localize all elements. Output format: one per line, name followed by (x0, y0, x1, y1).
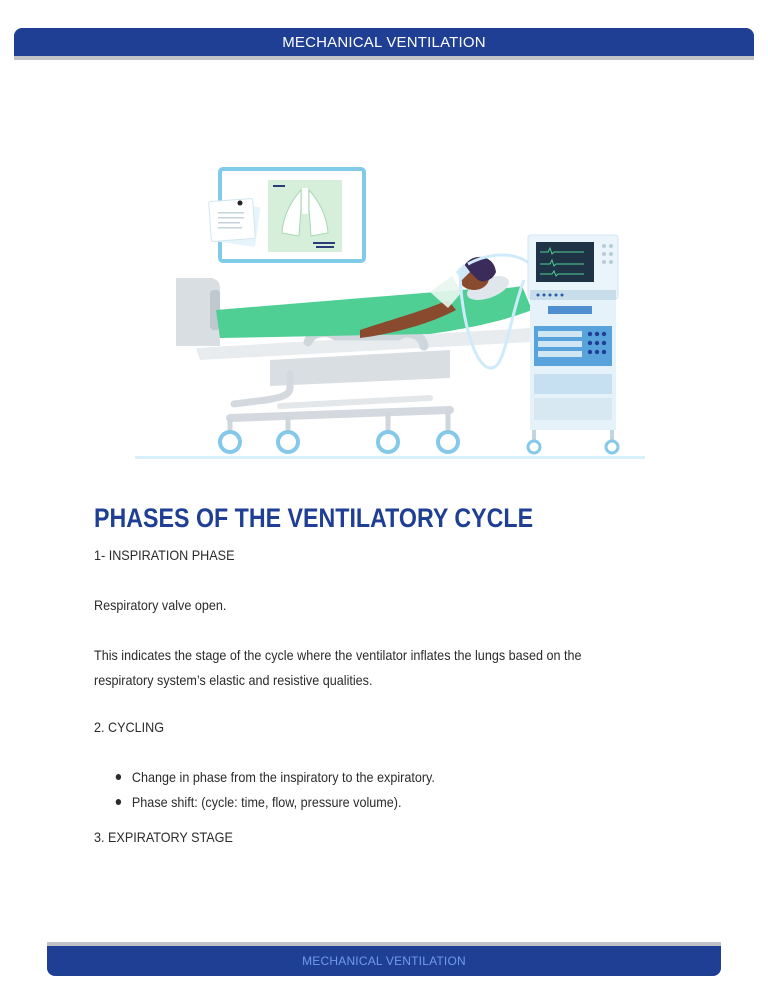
phase1-valve-text: Respiratory valve open. (94, 597, 227, 613)
list-item: Phase shift: (cycle: time, flow, pressure volume). (113, 791, 435, 816)
section-title: PHASES OF THE VENTILATORY CYCLE (94, 503, 534, 533)
header-bar (14, 28, 754, 60)
list-item: Change in phase from the inspiratory to the expiratory. (113, 766, 435, 791)
phase2-heading: 2. CYCLING (94, 719, 165, 735)
floor-line (135, 456, 645, 459)
ventilator-machine-icon (528, 235, 618, 453)
cycling-bullet-list (113, 766, 435, 816)
phase3-heading: 3. EXPIRATORY STAGE (94, 829, 233, 845)
footer-title: MECHANICAL VENTILATION (302, 954, 466, 968)
footer-bar (47, 942, 721, 976)
phase1-heading: 1- INSPIRATION PHASE (94, 547, 235, 563)
phase1-description: This indicates the stage of the cycle where the ventilator inflates the lungs based on the respiratory system’s elastic and resistive qualities. (94, 647, 582, 688)
patient-on-ventilator-illustration (130, 160, 650, 470)
patient-icon (216, 257, 532, 338)
clipboard-icon (209, 199, 261, 247)
header-title: MECHANICAL VENTILATION (282, 33, 486, 51)
